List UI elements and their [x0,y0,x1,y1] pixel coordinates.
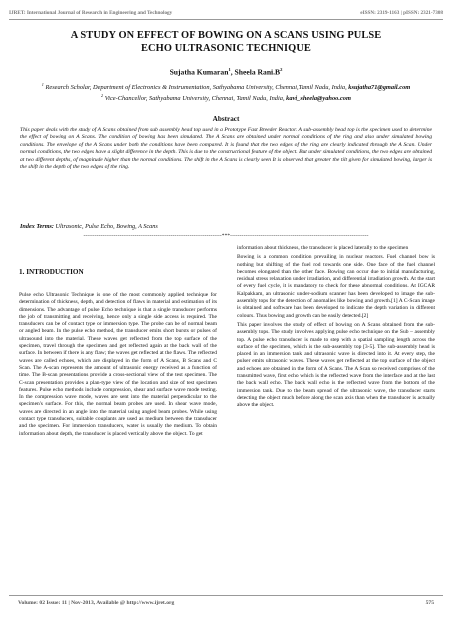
index-terms-label: Index Terms: [20,223,54,230]
affiliation-2-email: kavi_sheela@yahoo.com [286,95,351,103]
page-footer [18,600,434,606]
intro-paragraph-2: information about thickness, the transducer is placed laterally to the specimen [237,245,409,251]
author-list [20,67,432,77]
right-column [237,245,435,412]
issn: eISSN: 2319-1163 | pISSN: 2321-7308 [360,10,443,16]
author-1: Sujatha Kumaran [169,67,229,77]
section-separator: -------------------------------------------------------------------------***------------------------------------------------------------------------- [83,233,369,239]
affiliations [18,81,434,104]
running-header [9,10,443,16]
paper-title [20,29,432,55]
intro-paragraph-4: This paper involves the study of effect of bowing on A Scans obtained from the sub-assembly tops. The study involves applying pulse echo technique on the Sub – assembly top. A pulse echo transducer is made to step with a spatial sampling length across the surface of the specimen, which is the sub-assembly top [3-5]. The sub-assembly head is placed in an immersion tank and ultrasonic wave is directed into it. At every step, the pulser emits ultrasonic waves. These waves get reflected at the top surface of the object and echoes are obtained in the form of A Scans. The A Scan so received comprises of the transmitted wave, first echo which is the reflected wave from the interface and at the last the back wall echo. The back wall echo is the reflected wave from the bottom of the immersion tank. Due to the beam spread of the ultrasonic wave, the transducer starts detecting the object much before along the scan axis than when the transducer is actually above the object. [237,321,435,409]
header-rule [9,19,443,20]
author-1-sup: 1 [228,67,231,72]
affiliation-2-sup: 2 [101,93,104,99]
affiliation-1-text: Research Scholar, Department of Electronics & Instrumentation, Sathyabama University, Chennai,Tamil Nadu, India, [45,84,347,92]
title-line-1: A STUDY ON EFFECT OF BOWING ON A SCANS USING PULSE [70,30,382,41]
section-heading-introduction: 1. INTRODUCTION [19,268,84,276]
author-2: Sheela Rani.B [234,67,281,77]
index-terms-text: Ultrasonic, Pulse Echo, Bowing, A Scans [53,223,158,230]
affiliation-2-text: Vice-Chancellor, Sathyabama University, Chennai, Tamil Nadu, India, [104,95,285,103]
abstract-heading: Abstract [212,115,240,123]
affiliation-1-sup: 1 [41,82,44,87]
affiliation-2 [18,92,434,103]
intro-paragraph-1: Pulse echo Ultrasonic Technique is one of the most commonly applied technique for determination of thickness, depth, and detection of flaws in material and estimation of its dimensions. The advantage of pulse Echo technique is that a single transducer performs the job of transmitting and receiving, hence only a single side access is required. The transducers can be of contact type or immersion type. The probe can be of normal beam or angled beam. In the pulse echo method, the transducer emits short bursts or pulses of ultrasound into the material. These waves get reflected from the top surface of the specimen, travel through the specimen and get reflected again at the back wall of the surface. In between if there is any flaw; the waves get reflected at the flaws. The reflected waves are called echoes, which are displayed in the form of A Scans, B Scans and C Scan. The A-scan represents the amount of ultrasonic energy received as a function of time. The B-scan presentations provide a cross-sectional view of the test specimen. The C-scan presentation provides a plan-type view of the location and size of test specimen features. Pulse echo methods include compression, shear and surface wave mode testing. In the compression wave mode, waves are sent into the material perpendicular to the specimen's surface. For this, the normal beam probes are used. In shear wave mode, waves are directed in an angle into the material using angled beam probes. While using contact type transducers, suitable couplants are used as medium between the transducer and the specimen. For immersion transducers, water is usually the medium. To obtain information about depth, the transducer is placed vertically above the object. To get [19,292,217,437]
footer-volume: Volume: 02 Issue: 11 | Nov-2013, Available @ http://www.ijret.org [18,600,175,606]
author-2-sup: 2 [280,67,283,72]
affiliation-1-email: ksujatha71@gmail.com [348,84,411,92]
affiliation-1 [18,81,434,92]
page-number: 575 [425,600,434,606]
left-column [19,292,217,440]
author-separator: , [230,67,235,77]
footer-rule [9,595,443,596]
intro-paragraph-3: Bowing is a common condition prevailing in nuclear reactors. Fuel channel bow is nothing but shifting of the fuel rod towards one side. One face of the fuel channel becomes elongated than the other face. Bowing can occur due to initial manufacturing, residual stress relaxation under irradiation, and differential irradiation growth. At the start of every fuel cycle, it is mandatory to check for these abnormal conditions. At IGCAR Kalpakkam, an ultrasonic under-sodium scanner has been developed to image the sub-assembly tops for the detection of anomalies like bowing and growth.[1] A C-Scan image is obtained and software has been developed to indicate the depth variation in different colours. Thus bowing and growth can be easily detected.[2] [237,254,435,319]
abstract-text: This paper deals with the study of A Scans obtained from sub assembly head top used in a Prototype Fast Breeder Reactor. A sub-assembly head top is the specimen used to determine the effect of bowing on A Scans. The condition of bowing has been simulated. The A Scans are obtained under normal conditions of the ring and also under simulated bowing conditions. The envelope of the A Scans under both the conditions have been compared. It is found that the two edges of the ring are clearly indicated through the A Scan. Under normal conditions, the two edges have a slight difference in the depth. This is due to the constructional feature of the object. But under simulated conditions, the two edges are obtained at two different depths, of magnitude higher than the normal conditions. The shift in the A Scans is clearly seen It is observed that greater the tilt given for simulated bowing, larger is the shift in the depth of the two edges of the ring. [20,127,433,171]
title-line-2: ECHO ULTRASONIC TECHNIQUE [141,43,311,54]
index-terms [20,223,432,230]
journal-name: IJRET: International Journal of Research in Engineering and Technology [9,10,173,16]
